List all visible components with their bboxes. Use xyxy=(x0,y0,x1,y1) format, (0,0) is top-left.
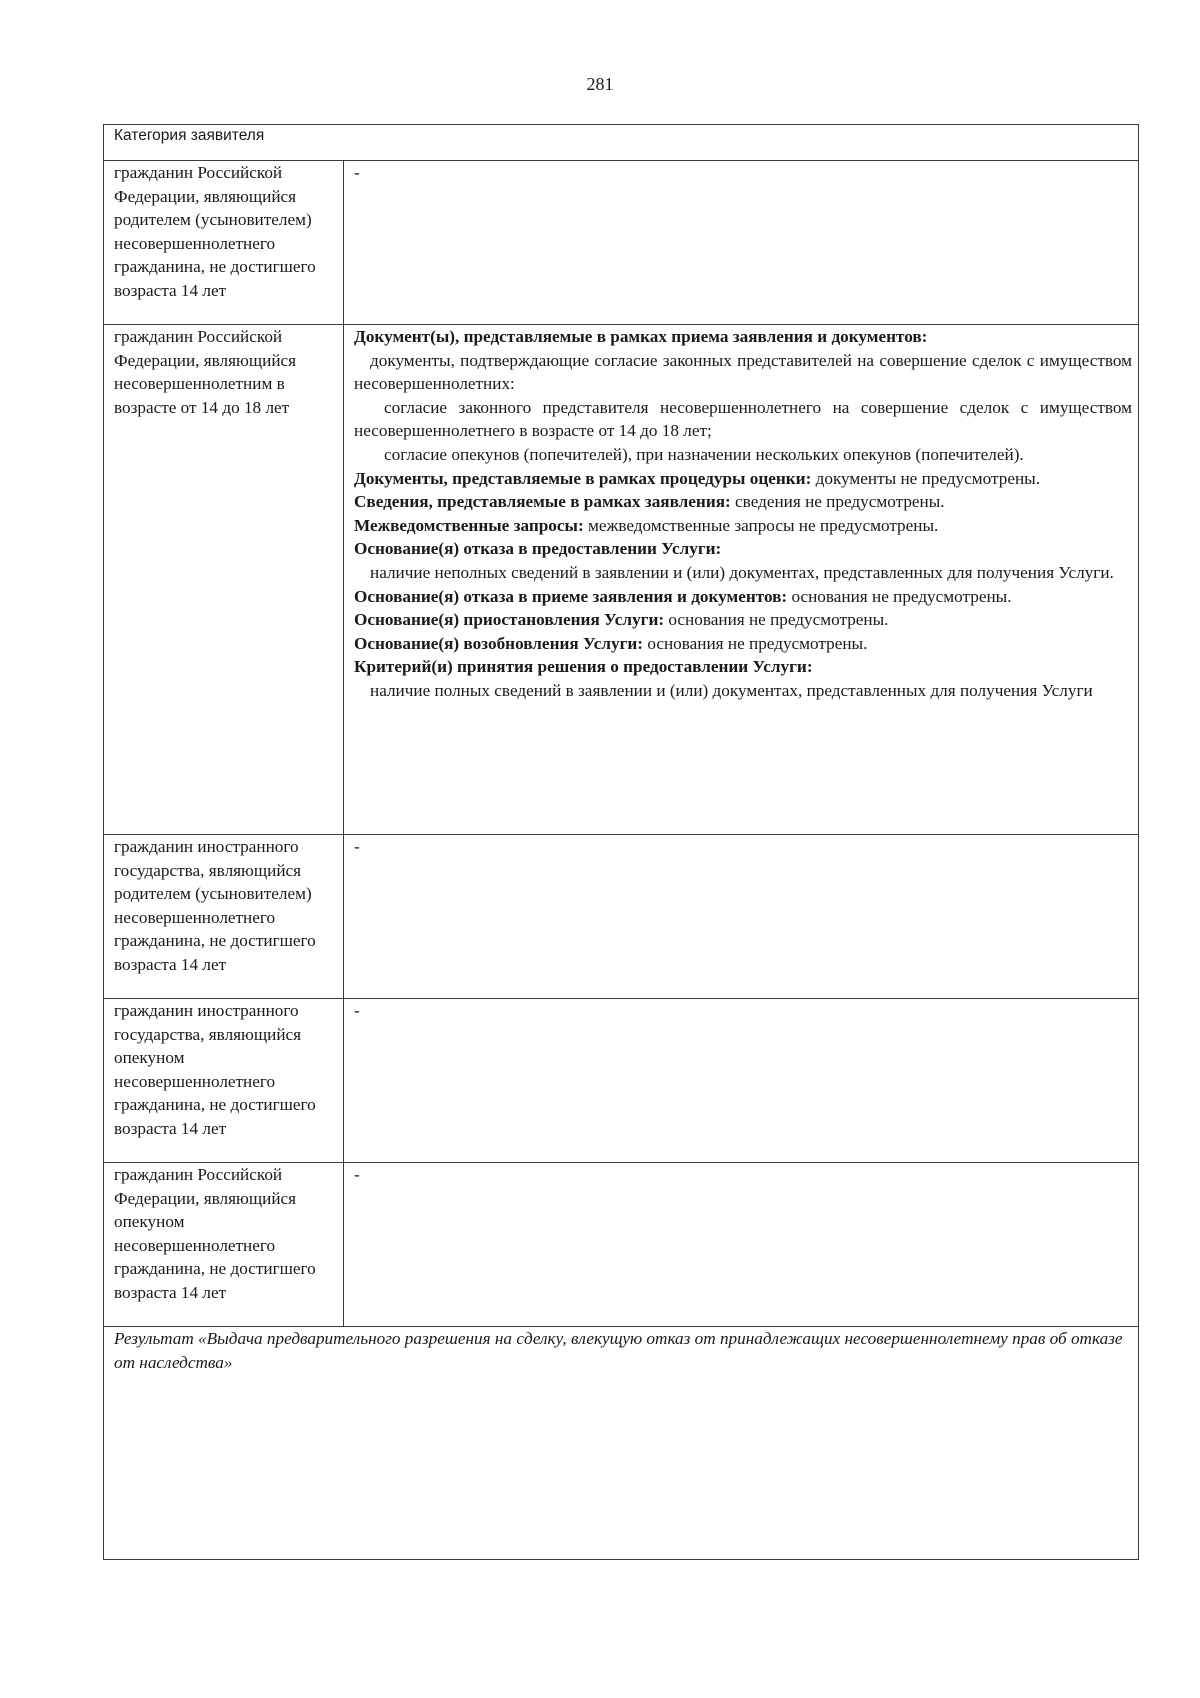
suspend-heading: Основание(я) приостановления Услуги: xyxy=(354,610,665,630)
table-row xyxy=(104,1163,1139,1327)
reject-section xyxy=(354,585,1132,609)
eval-section xyxy=(354,467,1132,491)
criteria-text: наличие полных сведений в заявлении и (или) документах, представленных для получения Услуги xyxy=(370,680,1093,700)
table-header: Категория заявителя xyxy=(104,125,1139,161)
suspend-section xyxy=(354,608,1132,632)
info-section xyxy=(354,490,1132,514)
docs-item: согласие опекунов (попечителей), при назначении нескольких опекунов (попечителей). xyxy=(384,444,1024,464)
resume-section xyxy=(354,632,1132,656)
suspend-text: основания не предусмотрены. xyxy=(664,610,889,630)
inter-heading: Межведомственные запросы: xyxy=(354,515,584,535)
applicant-category: гражданин иностранного государства, являющийся родителем (усыновителем) несовершеннолетнего гражданина, не достигшего возраста 14 лет xyxy=(104,835,344,999)
category-content: - xyxy=(344,835,1139,999)
applicant-category: гражданин Российской Федерации, являющийся опекуном несовершеннолетнего гражданина, не достигшего возраста 14 лет xyxy=(104,1163,344,1327)
docs-text: документы, подтверждающие согласие законных представителей на совершение сделок с имуществом несовершеннолетних: xyxy=(354,350,1132,394)
table-row xyxy=(104,161,1139,325)
table-row xyxy=(104,835,1139,999)
criteria-section xyxy=(354,655,1132,679)
table-row xyxy=(104,325,1139,835)
docs-item: согласие законного представителя несовершеннолетнего на совершение сделок с имуществом несовершеннолетнего в возрасте от 14 до 18 лет; xyxy=(354,397,1132,441)
eval-heading: Документы, представляемые в рамках процедуры оценки: xyxy=(354,468,812,488)
applicant-category-table xyxy=(103,124,1139,1560)
inter-section xyxy=(354,514,1132,538)
info-text: сведения не предусмотрены. xyxy=(730,492,945,512)
refuse-heading: Основание(я) отказа в предоставлении Услуги: xyxy=(354,539,722,559)
page-number: 281 xyxy=(586,74,614,94)
category-content: - xyxy=(344,1163,1139,1327)
applicant-category: гражданин Российской Федерации, являющийся несовершеннолетним в возрасте от 14 до 18 лет xyxy=(104,325,344,835)
category-content: - xyxy=(344,161,1139,325)
category-details xyxy=(344,325,1139,835)
reject-text: основания не предусмотрены. xyxy=(787,586,1012,606)
refuse-text: наличие неполных сведений в заявлении и (или) документах, представленных для получения Услуги. xyxy=(370,562,1114,582)
table-header-row xyxy=(104,125,1139,161)
result-text: Результат «Выдача предварительного разрешения на сделку, влекущую отказ от принадлежащих несовершеннолетнему прав об отказе от наследства» xyxy=(104,1327,1139,1560)
docs-heading: Документ(ы), представляемые в рамках приема заявления и документов: xyxy=(354,327,928,346)
refuse-section xyxy=(354,537,1132,561)
resume-text: основания не предусмотрены. xyxy=(643,633,868,653)
table-row xyxy=(104,999,1139,1163)
applicant-category: гражданин иностранного государства, являющийся опекуном несовершеннолетнего гражданина, не достигшего возраста 14 лет xyxy=(104,999,344,1163)
eval-text: документы не предусмотрены. xyxy=(811,468,1040,488)
inter-text: межведомственные запросы не предусмотрены. xyxy=(583,515,939,535)
criteria-heading: Критерий(и) принятия решения о предоставлении Услуги: xyxy=(354,657,813,677)
resume-heading: Основание(я) возобновления Услуги: xyxy=(354,633,644,653)
docs-section xyxy=(354,325,1132,349)
reject-heading: Основание(я) отказа в приеме заявления и документов: xyxy=(354,586,788,606)
applicant-category: гражданин Российской Федерации, являющийся родителем (усыновителем) несовершеннолетнего гражданина, не достигшего возраста 14 лет xyxy=(104,161,344,325)
category-content: - xyxy=(344,999,1139,1163)
result-row xyxy=(104,1327,1139,1560)
info-heading: Сведения, представляемые в рамках заявления: xyxy=(354,492,731,512)
